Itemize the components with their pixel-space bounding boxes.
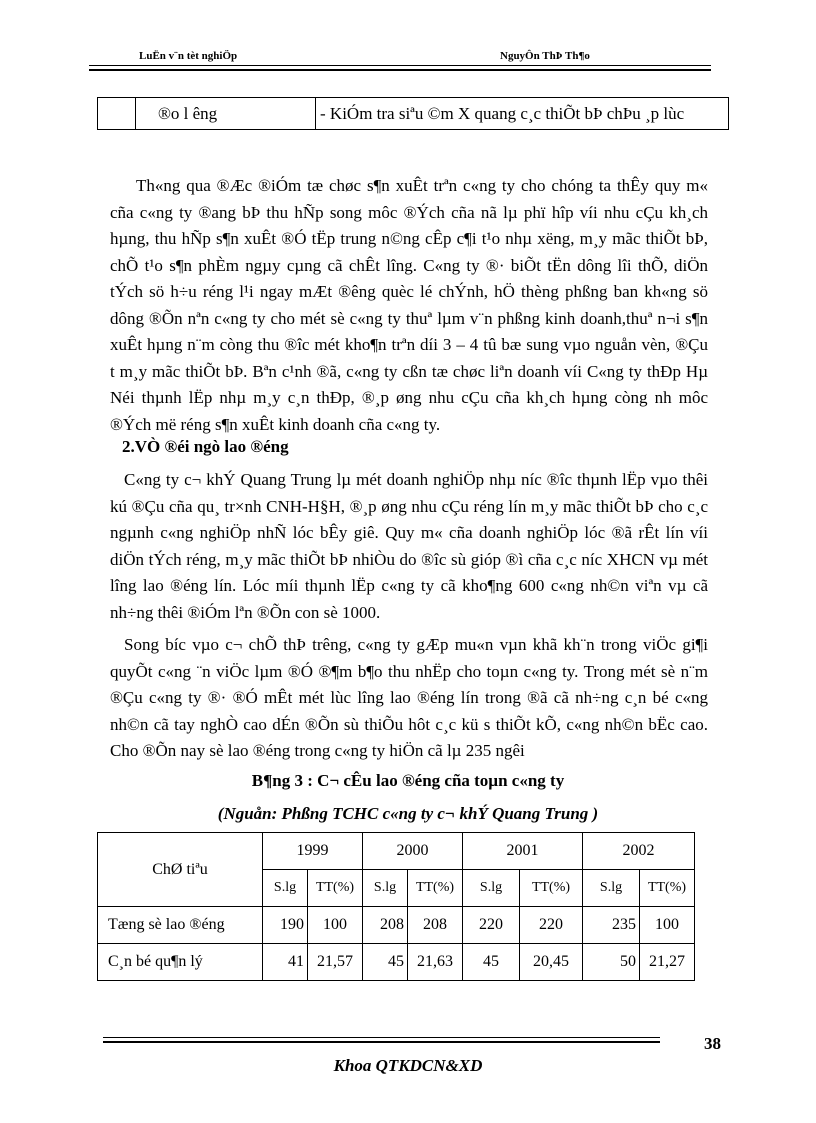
column-header: S.lg	[583, 870, 640, 907]
continued-table	[97, 97, 729, 130]
year-header: 2000	[363, 833, 463, 870]
header-rule	[89, 65, 711, 66]
year-header: 2002	[583, 833, 695, 870]
paragraph-labor-force: Song bíc vµo c¬ chÕ thÞ trêng, c«ng ty gÆp mu«n vµn khã kh¨n trong viÖc gi¶i quyÕt c«ng ¨n viÖc lµm ®Ó ®¶m b¶o thu nhËp cho toµn c«ng ty. Trong mét sè n¨m ®Çu c«ng ty ®· ®Ó mÊt mét lùc lîng lao ®éng lín trong ®ã cã nh÷ng c¸n bé c«ng nh©n cã tay nghÒ cao dÉn ®Õn sù thiÕu hôt c¸c kü s thiÕt kÕ, c«ng nh©n bËc cao. Cho ®Õn nay sè lao ®éng trong c«ng ty hiÖn cã lµ 235 ngêi	[110, 635, 708, 760]
table-source: (Nguån: Phßng TCHC c«ng ty c¬ khÝ Quang Trung )	[217, 804, 599, 823]
column-header: S.lg	[363, 870, 408, 907]
table-cell: 21,63	[408, 944, 463, 981]
column-header: TT(%)	[640, 870, 695, 907]
table-row	[98, 907, 695, 944]
table-cell: 190	[263, 907, 308, 944]
table-cell: 21,27	[640, 944, 695, 981]
table-title: B¶ng 3 : C¬ cÊu lao ®éng cña toµn c«ng ty	[251, 771, 565, 790]
table-cell: 21,57	[308, 944, 363, 981]
table-corner-header: ChØ tiªu	[98, 833, 263, 907]
footer-rule	[103, 1037, 660, 1038]
header-thesis-title: LuËn v¨n tèt nghiÖp	[139, 50, 238, 62]
table-cell: 208	[363, 907, 408, 944]
table-cell: 208	[408, 907, 463, 944]
table-cell: 100	[308, 907, 363, 944]
table-row	[98, 98, 729, 130]
column-header: TT(%)	[408, 870, 463, 907]
year-header: 1999	[263, 833, 363, 870]
page-number: 38	[704, 1034, 721, 1053]
column-header: TT(%)	[520, 870, 583, 907]
table-header-row	[98, 833, 695, 870]
header-author-name: NguyÔn ThÞ Th¶o	[500, 50, 590, 62]
row-label: C¸n bé qu¶n lý	[98, 944, 263, 981]
row-label: Tæng sè lao ®éng	[98, 907, 263, 944]
section-heading: 2.VÒ ®éi ngò lao ®éng	[122, 437, 289, 456]
table-cell: 20,45	[520, 944, 583, 981]
column-header: S.lg	[263, 870, 308, 907]
paragraph-company-history: C«ng ty c¬ khÝ Quang Trung lµ mét doanh nghiÖp nhµ níc ®îc thµnh lËp vµo thêi kú ®Çu cña qu¸ tr×nh CNH-H§H, ®¸p øng nhu cÇu réng lín m¸y mãc thiÕt bÞ cho c¸c ngµnh c«ng nghiÖp nhÑ lóc bÊy giê. Quy m« cña doanh nghiÖp lóc ®ã rÊt lín víi diÖn tÝch réng, m¸y mãc thiÕt bÞ nhiÒu do ®îc sù gióp ®ì cña c¸c níc XHCN vµ mét lîng lao ®éng lín. Lóc míi thµnh lËp c«ng ty cã kho¶ng 600 c«ng nh©n viªn vµ cã nh÷ng thêi ®iÓm lªn ®Õn con sè 1000.	[110, 470, 708, 622]
table-cell: 50	[583, 944, 640, 981]
year-header: 2001	[463, 833, 583, 870]
footer-faculty: Khoa QTKDCN&XD	[333, 1056, 483, 1075]
column-header: TT(%)	[308, 870, 363, 907]
table-cell: - KiÓm tra siªu ©m X quang c¸c thiÕt bÞ chÞu ¸p lùc	[316, 98, 729, 130]
labor-structure-table	[97, 832, 695, 981]
table-cell: 220	[520, 907, 583, 944]
column-header: S.lg	[463, 870, 520, 907]
table-cell: 41	[263, 944, 308, 981]
table-cell: 45	[463, 944, 520, 981]
table-cell	[98, 98, 136, 130]
header-rule-thick	[89, 69, 711, 71]
paragraph-production: Th«ng qua ®Æc ®iÓm tæ chøc s¶n xuÊt trªn c«ng ty cho chóng ta thÊy quy m« cña c«ng ty ®ang bÞ thu hÑp song môc ®Ých cña nã lµ phï hîp víi nhu cÇu kh¸ch hµng, thu hÑp s¶n xuÊt ®Ó tËp trung n©ng cÊp c¶i t¹o nhµ xëng, m¸y mãc thiÕt bÞ, chÕ t¹o s¶n phÈm ngµy cµng cã chÊt lîng. C«ng ty ®· biÕt tËn dông lîi thÕ, diÖn tÝch sö h÷u réng l¹i ngay mÆt ®êng quèc lé chÝnh, hÖ thèng phßng ban kh«ng sö dông ®Õn nªn c«ng ty cho mét sè c«ng ty thuª lµm v¨n phßng kinh doanh,thuª n¬i s¶n xuÊt hµng n¨m còng thu ®îc mét kho¶n trªn díi 3 – 4 tû bæ sung vµo nguån vèn, ®Çu t m¸y mãc thiÕt bÞ. Bªn c¹nh ®ã, c«ng ty cßn tæ chøc liªn doanh víi C«ng ty thÐp Hµ Néi thµnh lËp nhµ m¸y c¸n thÐp, ®¸p øng nhu cÇu cña kh¸ch hµng còng nh môc ®Ých më réng s¶n xuÊt kinh doanh cña c«ng ty.	[110, 176, 708, 434]
table-cell: 45	[363, 944, 408, 981]
table-cell: 100	[640, 907, 695, 944]
table-row	[98, 944, 695, 981]
table-cell: ®o l êng	[136, 98, 316, 130]
table-cell: 235	[583, 907, 640, 944]
footer-rule-thick	[103, 1041, 660, 1043]
table-cell: 220	[463, 907, 520, 944]
